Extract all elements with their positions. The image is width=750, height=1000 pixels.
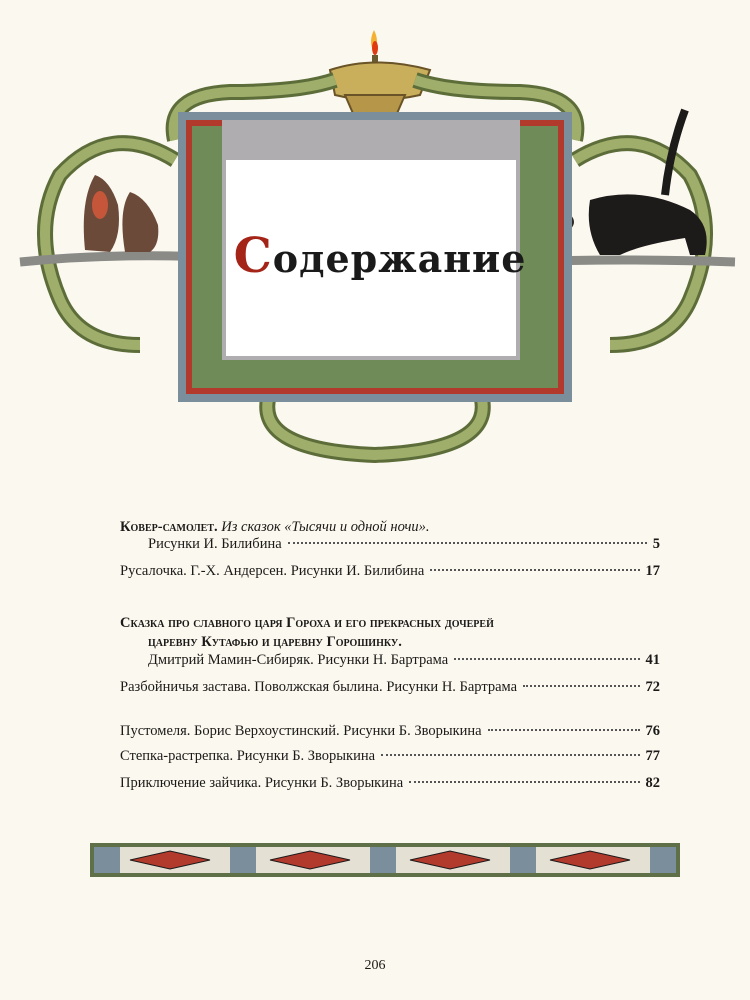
toc-page: 76 xyxy=(645,723,660,739)
toc-page: 41 xyxy=(645,652,660,668)
leader-dots xyxy=(409,781,639,783)
toc-entry-title xyxy=(120,518,430,536)
toc-title: Русалочка. xyxy=(120,563,187,579)
leader-dots xyxy=(430,569,639,571)
toc-author: Дмитрий Мамин-Сибиряк. xyxy=(148,652,314,668)
toc-author: Поволжская былина. xyxy=(254,679,383,695)
toc-entry-title xyxy=(148,633,402,651)
toc-title: царевну Кутафью и царевну Горошинку. xyxy=(148,634,402,650)
leader-dots xyxy=(288,542,647,544)
toc-line xyxy=(148,652,660,672)
toc-page: 17 xyxy=(645,563,660,579)
toc-illustrator: Рисунки Н. Бартрама xyxy=(386,679,518,695)
title-rest: одержание xyxy=(272,236,527,281)
toc-entry-title xyxy=(120,614,494,632)
leader-dots xyxy=(454,658,639,660)
toc-title: Пустомеля. xyxy=(120,723,191,739)
toc-illustrator: Рисунки И. Билибина xyxy=(290,563,425,579)
page-number: 206 xyxy=(364,958,386,973)
toc-title: Ковер-самолет. xyxy=(120,519,218,535)
toc-line xyxy=(120,723,660,743)
toc-title: Приключение зайчика. xyxy=(120,775,262,791)
toc-line xyxy=(120,563,660,583)
toc-illustrator: Рисунки Н. Бартрама xyxy=(317,652,449,668)
toc-line xyxy=(120,748,660,768)
leader-dots xyxy=(381,754,639,756)
title-initial: С xyxy=(233,228,273,284)
leader-dots xyxy=(488,729,640,731)
toc-line xyxy=(120,775,660,795)
toc-illustrator: Рисунки Б. Зворыкина xyxy=(236,748,376,764)
toc-title: Разбойничья застава. xyxy=(120,679,251,695)
toc-title: Сказка про славного царя Гороха и его прекрасных дочерей xyxy=(120,615,494,631)
toc-line xyxy=(148,536,660,556)
toc-page: 5 xyxy=(652,536,660,552)
leader-dots xyxy=(523,685,639,687)
toc-author: Г.-Х. Андерсен. xyxy=(190,563,288,579)
toc-illustrator: Рисунки Б. Зворыкина xyxy=(264,775,404,791)
toc-illustrator: Рисунки И. Билибина xyxy=(148,536,282,552)
toc-page: 72 xyxy=(645,679,660,695)
toc-line xyxy=(120,679,660,699)
toc-author: Борис Верхоустинский. xyxy=(194,723,340,739)
toc-illustrator: Рисунки Б. Зворыкина xyxy=(343,723,482,739)
toc-subtitle: Из сказок «Тысячи и одной ночи». xyxy=(221,519,430,535)
decorative-band xyxy=(90,843,680,877)
toc-page: 82 xyxy=(645,775,660,791)
toc-title: Степка-растрепка. xyxy=(120,748,234,764)
toc-page: 77 xyxy=(645,748,660,764)
